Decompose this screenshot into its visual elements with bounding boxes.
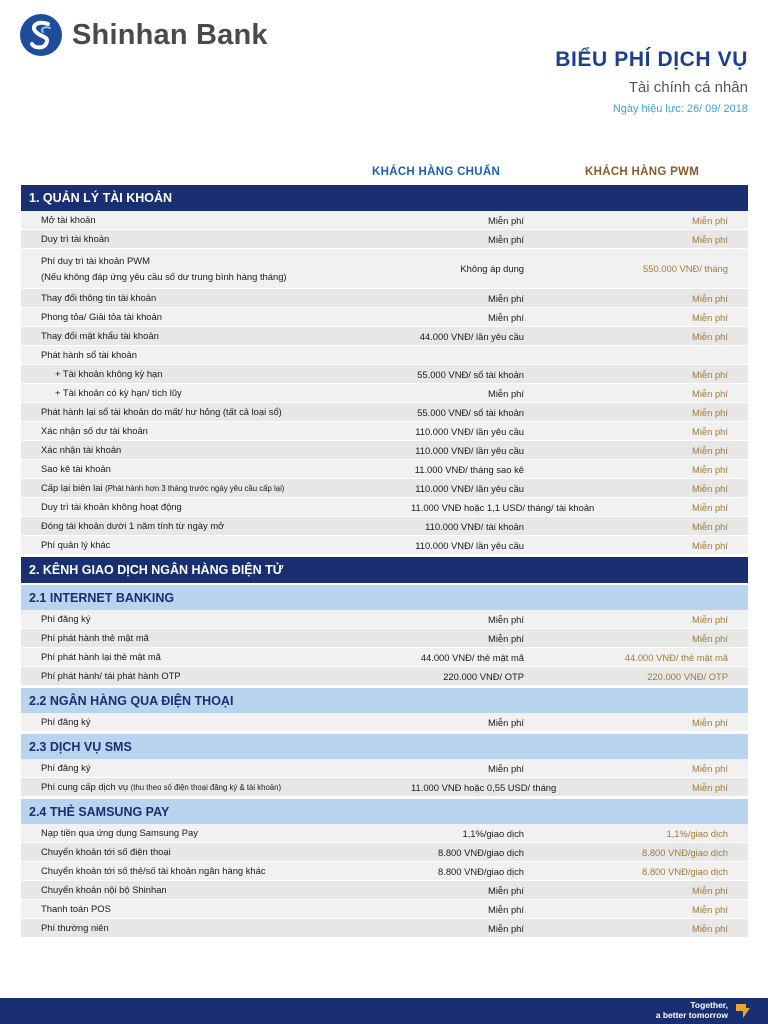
table-row xyxy=(21,536,748,555)
fee-label xyxy=(21,920,411,936)
fee-label-text: Duy trì tài khoản xyxy=(41,233,110,245)
brand-arrow-icon xyxy=(734,1002,752,1020)
fee-standard: 1,1%/giao dịch xyxy=(462,827,524,839)
shinhan-logo-icon xyxy=(20,14,62,56)
table-row xyxy=(21,648,748,667)
subsection-header: 2.1 INTERNET BANKING xyxy=(21,585,748,610)
fee-label-text: Phí đăng ký xyxy=(41,716,91,728)
table-row xyxy=(21,667,748,686)
fee-label xyxy=(21,714,411,730)
fee-label xyxy=(21,668,411,684)
fee-pwm: Miễn phí xyxy=(692,884,728,896)
fee-label xyxy=(21,649,411,665)
subsection-header: 2.2 NGÂN HÀNG QUA ĐIỆN THOẠI xyxy=(21,688,748,713)
table-row xyxy=(21,422,748,441)
logo-text: Shinhan Bank xyxy=(72,18,268,51)
subsection-header: 2.3 DỊCH VỤ SMS xyxy=(21,734,748,759)
fee-pwm: 220.000 VNĐ/ OTP xyxy=(647,670,728,682)
footer-slogan xyxy=(656,1001,728,1021)
fee-label xyxy=(21,253,411,284)
fee-standard: Miễn phí xyxy=(488,311,524,323)
table-row xyxy=(21,211,748,230)
fee-standard: Miễn phí xyxy=(488,292,524,304)
fee-standard: Miễn phí xyxy=(488,903,524,915)
table-row xyxy=(21,384,748,403)
table-row xyxy=(21,843,748,862)
fee-label xyxy=(21,499,411,515)
section-rows xyxy=(21,211,748,555)
fee-standard: Miễn phí xyxy=(488,214,524,226)
fee-label-text: Đóng tài khoản dưới 1 năm tính từ ngày mở xyxy=(41,520,225,532)
fee-label xyxy=(21,290,411,306)
fee-label-text: Duy trì tài khoản không hoạt động xyxy=(41,501,182,513)
fee-pwm: Miễn phí xyxy=(692,613,728,625)
fee-label-note: (Phát hành hơn 3 tháng trước ngày yêu cầu cấp lại) xyxy=(105,484,285,494)
table-row xyxy=(21,900,748,919)
fee-label-text: Phí thường niên xyxy=(41,922,109,934)
table-row xyxy=(21,249,748,289)
fee-label-text: Nạp tiền qua ứng dụng Samsung Pay xyxy=(41,827,198,839)
fee-label-text: + Tài khoản có kỳ hạn/ tích lũy xyxy=(55,387,182,399)
fee-label-text: Phí duy trì tài khoản PWM xyxy=(41,254,150,266)
fee-label xyxy=(21,611,411,627)
fee-standard: Không áp dụng xyxy=(460,263,524,274)
fee-pwm: Miễn phí xyxy=(692,716,728,728)
table-row xyxy=(21,289,748,308)
table-row xyxy=(21,919,748,938)
fee-standard: Miễn phí xyxy=(488,613,524,625)
table-row xyxy=(21,365,748,384)
fee-standard: Miễn phí xyxy=(488,233,524,245)
fee-pwm: 8.800 VNĐ/giao dịch xyxy=(642,865,728,877)
fee-standard: 55.000 VNĐ/ sổ tài khoản xyxy=(417,368,524,380)
fee-label-text: Cấp lại biên lai xyxy=(41,482,103,494)
table-row xyxy=(21,479,748,498)
fee-pwm: Miễn phí xyxy=(692,501,728,513)
fee-label-text: Phí phát hành/ tái phát hành OTP xyxy=(41,670,181,682)
fee-pwm: Miễn phí xyxy=(692,781,728,793)
fee-label-text: Xác nhận số dư tài khoản xyxy=(41,425,148,437)
fee-pwm: Miễn phí xyxy=(692,482,728,494)
table-row xyxy=(21,759,748,778)
fee-label xyxy=(21,309,411,325)
fee-standard: Miễn phí xyxy=(488,922,524,934)
fee-standard: Miễn phí xyxy=(488,716,524,728)
fee-label xyxy=(21,366,411,382)
section-header: 2. KÊNH GIAO DỊCH NGÂN HÀNG ĐIỆN TỬ xyxy=(21,557,748,583)
fee-standard: 110.000 VNĐ/ lần yêu cầu xyxy=(415,539,524,551)
fee-standard: 11.000 VNĐ hoặc 0,55 USD/ tháng xyxy=(411,781,557,793)
table-row xyxy=(21,230,748,249)
fee-label-text: Sao kê tài khoản xyxy=(41,463,111,475)
section-rows xyxy=(21,713,748,732)
fee-label-text: Phong tỏa/ Giải tỏa tài khoản xyxy=(41,311,162,323)
fee-standard: 11.000 VNĐ/ tháng sao kê xyxy=(414,463,524,475)
table-row xyxy=(21,327,748,346)
fee-label xyxy=(21,825,411,841)
fee-pwm: 44.000 VNĐ/ thẻ mật mã xyxy=(624,651,728,663)
fee-pwm: Miễn phí xyxy=(692,425,728,437)
fee-standard: 11.000 VNĐ hoặc 1,1 USD/ tháng/ tài khoản xyxy=(411,501,595,513)
fee-label-text: Xác nhận tài khoản xyxy=(41,444,122,456)
table-row xyxy=(21,862,748,881)
fee-label xyxy=(21,779,411,795)
fee-pwm: 550.000 VNĐ/ tháng xyxy=(643,263,728,274)
fee-label xyxy=(21,385,411,401)
fee-pwm: Miễn phí xyxy=(692,762,728,774)
title-block xyxy=(555,48,748,115)
fee-label xyxy=(21,461,411,477)
fee-pwm: Miễn phí xyxy=(692,311,728,323)
page-subtitle: Tài chính cá nhân xyxy=(628,79,748,96)
fee-label-text: Thay đổi mật khẩu tài khoản xyxy=(41,330,159,342)
table-row xyxy=(21,824,748,843)
table-row xyxy=(21,403,748,422)
fee-label-text: Phát hành sổ tài khoản xyxy=(41,349,137,361)
table-row xyxy=(21,441,748,460)
table-row xyxy=(21,881,748,900)
footer-bar xyxy=(0,998,768,1024)
fee-label xyxy=(21,844,411,860)
fee-label-text: Phí phát hành thẻ mật mã xyxy=(41,632,149,644)
slogan-line: a better tomorrow xyxy=(655,1009,728,1020)
fee-label xyxy=(21,863,411,879)
fee-label-text: + Tài khoản không kỳ hạn xyxy=(55,368,163,380)
fee-pwm: Miễn phí xyxy=(692,539,728,551)
fee-standard: 110.000 VNĐ/ lần yêu cầu xyxy=(415,444,524,456)
bank-logo xyxy=(20,14,268,56)
fee-label-text: Chuyển khoản nội bộ Shinhan xyxy=(41,884,167,896)
table-row xyxy=(21,610,748,629)
fee-pwm: Miễn phí xyxy=(692,463,728,475)
fee-label-text: Thanh toán POS xyxy=(41,903,111,915)
fee-label xyxy=(21,518,411,534)
column-header-standard: KHÁCH HÀNG CHUẨN xyxy=(372,166,501,178)
table-row xyxy=(21,346,748,365)
fee-label xyxy=(21,537,411,553)
fee-standard: Miễn phí xyxy=(488,884,524,896)
fee-pwm: 1,1%/giao dịch xyxy=(666,827,728,839)
fee-label-note: (Nếu không đáp ứng yêu cầu số dư trung bình hàng tháng) xyxy=(41,270,287,282)
fee-standard: 8.800 VNĐ/giao dịch xyxy=(438,865,524,877)
effective-date: Ngày hiệu lực: 26/ 09/ 2018 xyxy=(612,103,748,115)
fee-pwm: Miễn phí xyxy=(692,330,728,342)
column-header-pwm: KHÁCH HÀNG PWM xyxy=(585,166,700,178)
table-row xyxy=(21,517,748,536)
fee-standard: 55.000 VNĐ/ sổ tài khoản xyxy=(417,406,524,418)
fee-pwm: Miễn phí xyxy=(692,368,728,380)
fee-label xyxy=(21,442,411,458)
section-rows xyxy=(21,610,748,686)
fee-label xyxy=(21,480,411,496)
fee-pwm: Miễn phí xyxy=(692,214,728,226)
fee-pwm: Miễn phí xyxy=(692,520,728,532)
section-rows xyxy=(21,824,748,938)
fee-pwm: Miễn phí xyxy=(692,903,728,915)
fee-standard: 110.000 VNĐ/ lần yêu cầu xyxy=(415,482,524,494)
fee-standard: 44.000 VNĐ/ thẻ mật mã xyxy=(420,651,524,663)
fee-label xyxy=(21,901,411,917)
fee-label-text: Thay đổi thông tin tài khoản xyxy=(41,292,157,304)
fee-label-text: Phí phát hành lại thẻ mật mã xyxy=(41,651,161,663)
fee-label-text: Phí đăng ký xyxy=(41,613,91,625)
table-row xyxy=(21,308,748,327)
page-title: BIỂU PHÍ DỊCH VỤ xyxy=(555,48,748,71)
fee-label-text: Phát hành lại sổ tài khoản do mất/ hư hỏng (tất cả loại sổ) xyxy=(41,406,282,418)
fee-label xyxy=(21,630,411,646)
fee-label xyxy=(21,328,411,344)
fee-label-note: (thu theo số điện thoại đăng ký & tài khoản) xyxy=(130,783,282,793)
fee-label-text: Mở tài khoản xyxy=(41,214,96,226)
fee-label xyxy=(21,423,411,439)
fee-label xyxy=(21,760,411,776)
fee-standard: Miễn phí xyxy=(488,387,524,399)
table-row xyxy=(21,713,748,732)
fee-label xyxy=(21,882,411,898)
fee-pwm: 8.800 VNĐ/giao dịch xyxy=(642,846,728,858)
fee-standard: 44.000 VNĐ/ lần yêu cầu xyxy=(419,330,524,342)
table-row xyxy=(21,778,748,797)
fee-pwm: Miễn phí xyxy=(692,922,728,934)
subsection-header: 2.4 THẺ SAMSUNG PAY xyxy=(21,799,748,824)
fee-pwm: Miễn phí xyxy=(692,292,728,304)
fee-standard: 220.000 VNĐ/ OTP xyxy=(443,670,524,682)
slogan-line: Together, xyxy=(690,1000,728,1010)
table-row xyxy=(21,629,748,648)
fee-label xyxy=(21,212,411,228)
fee-table xyxy=(21,185,748,938)
section-rows xyxy=(21,759,748,797)
fee-standard: 8.800 VNĐ/giao dịch xyxy=(438,846,524,858)
fee-label xyxy=(21,231,411,247)
fee-label-text: Chuyển khoản tới số thẻ/số tài khoản ngân hàng khác xyxy=(41,865,266,877)
fee-label-text: Phí quản lý khác xyxy=(41,539,111,551)
fee-standard: Miễn phí xyxy=(488,762,524,774)
fee-label-text: Phí đăng ký xyxy=(41,762,91,774)
fee-label-text: Phí cung cấp dịch vụ xyxy=(41,781,129,793)
fee-label xyxy=(21,347,411,363)
table-row xyxy=(21,460,748,479)
fee-pwm: Miễn phí xyxy=(692,233,728,245)
fee-pwm: Miễn phí xyxy=(692,387,728,399)
table-row xyxy=(21,498,748,517)
fee-pwm: Miễn phí xyxy=(692,444,728,456)
fee-label-text: Chuyển khoản tới số điện thoại xyxy=(41,846,171,858)
fee-label xyxy=(21,404,411,420)
fee-standard: 110.000 VNĐ/ lần yêu cầu xyxy=(415,425,524,437)
fee-standard: 110.000 VNĐ/ tài khoản xyxy=(425,520,524,532)
section-header: 1. QUẢN LÝ TÀI KHOẢN xyxy=(21,185,748,211)
fee-pwm: Miễn phí xyxy=(692,406,728,418)
fee-standard: Miễn phí xyxy=(488,632,524,644)
fee-pwm: Miễn phí xyxy=(692,632,728,644)
